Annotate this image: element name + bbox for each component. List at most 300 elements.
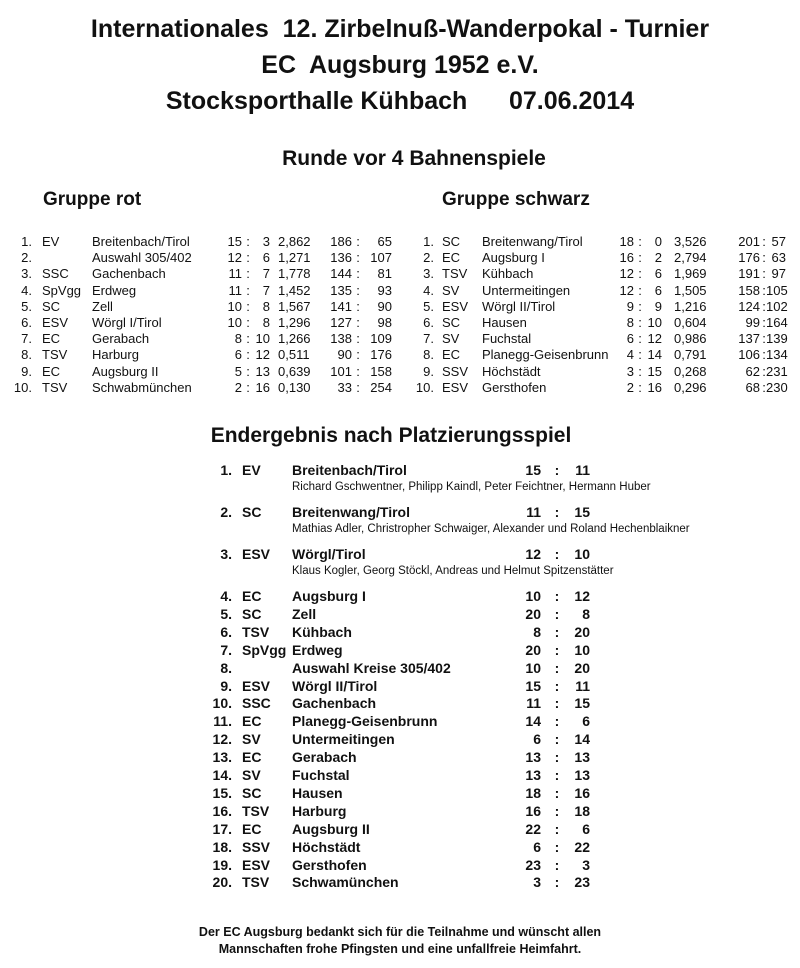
team-name: Augsburg I (292, 588, 366, 604)
score-separator: : (554, 731, 560, 748)
rank: 10. (13, 379, 32, 395)
rank: 3. (21, 266, 32, 282)
team-name: Gersthofen (292, 856, 367, 873)
club-abbrev: EV (242, 462, 261, 478)
points-lost: 6 (654, 282, 662, 298)
team-name: Gerabach (292, 749, 357, 766)
shots-for: 33 (337, 379, 352, 395)
team-players: Klaus Kogler, Georg Stöckl, Andreas und Helmut Spitzenstätter (292, 565, 614, 577)
shots-for: 138 (330, 331, 352, 347)
organizer-title: EC Augsburg 1952 e.V. (261, 51, 539, 79)
score-for: 20 (525, 641, 541, 658)
shots-for: 191 (738, 266, 760, 282)
points-lost: 15 (647, 363, 662, 379)
shots-against: 98 (377, 314, 392, 330)
final-result-row (0, 623, 800, 641)
rank: 2. (423, 250, 434, 266)
club-abbrev: SV (242, 731, 261, 748)
points-won: 12 (619, 282, 634, 298)
final-rank: 5. (220, 605, 232, 622)
score-separator: : (356, 250, 360, 266)
score-against: 15 (574, 504, 590, 520)
points-lost: 9 (654, 298, 662, 314)
points-lost: 16 (647, 379, 662, 395)
points-won: 3 (626, 363, 634, 379)
points-lost: 2 (654, 250, 662, 266)
team-name: Gerabach (92, 331, 150, 347)
club-abbrev: SpVgg (42, 282, 82, 298)
points-lost: 8 (262, 314, 270, 330)
quotient: 1,567 (278, 298, 311, 314)
score-for: 10 (525, 659, 541, 676)
quotient: 1,296 (278, 314, 311, 330)
score-separator: : (762, 331, 766, 347)
rank: 8. (423, 347, 434, 363)
club-abbrev: SC (242, 504, 262, 520)
score-separator: : (554, 820, 560, 837)
score-separator: : (762, 234, 766, 249)
venue-date-title: Stocksporthalle Kühbach 07.06.2014 (165, 87, 635, 115)
score-for: 12 (525, 546, 541, 562)
final-rank: 7. (220, 641, 232, 658)
group-black-heading: Gruppe schwarz (442, 189, 590, 210)
team-name: Harburg (292, 802, 347, 819)
points-lost: 10 (647, 314, 662, 330)
score-against: 11 (575, 462, 590, 478)
quotient: 1,271 (278, 250, 311, 266)
final-rank: 3. (220, 546, 232, 562)
club-abbrev: SV (442, 331, 460, 347)
group-red-heading: Gruppe rot (43, 189, 142, 210)
quotient: 1,969 (674, 266, 707, 282)
team-name: Harburg (92, 347, 139, 363)
shots-against: 230 (766, 379, 788, 395)
team-name: Breitenbach/Tirol (292, 462, 407, 478)
score-against: 23 (574, 874, 590, 891)
team-name: Höchstädt (482, 363, 541, 379)
final-rank: 20. (212, 874, 232, 891)
final-result-row (0, 820, 800, 838)
club-abbrev: TSV (242, 802, 270, 819)
score-separator: : (638, 331, 642, 347)
club-abbrev: SC (442, 234, 461, 249)
rank: 7. (423, 331, 434, 347)
score-separator: : (638, 282, 642, 298)
team-name: Wörgl/Tirol (292, 546, 366, 562)
shots-against: 102 (766, 298, 788, 314)
score-against: 3 (582, 856, 590, 873)
score-against: 8 (582, 605, 590, 622)
shots-against: 90 (377, 298, 392, 314)
score-separator: : (638, 234, 642, 249)
points-lost: 6 (654, 266, 662, 282)
team-name: Auswahl 305/402 (92, 250, 192, 266)
score-separator: : (554, 749, 560, 766)
shots-against: 57 (771, 234, 786, 249)
score-against: 18 (574, 802, 590, 819)
points-won: 4 (626, 347, 634, 363)
score-separator: : (356, 266, 360, 282)
club-abbrev: SC (242, 784, 262, 801)
final-result-row (0, 677, 800, 695)
score-separator: : (762, 347, 766, 363)
score-separator: : (762, 298, 766, 314)
footer-note (0, 924, 800, 958)
score-separator: : (554, 767, 560, 783)
team-players: Mathias Adler, Christropher Schwaiger, Alexander und Roland Hechenblaikner (292, 523, 690, 535)
points-lost: 13 (255, 363, 270, 379)
score-separator: : (762, 266, 766, 282)
team-name: Gachenbach (92, 266, 166, 282)
points-won: 11 (228, 266, 242, 282)
score-against: 6 (582, 713, 590, 730)
quotient: 0,604 (674, 314, 707, 330)
final-rank: 14. (212, 767, 232, 783)
score-for: 18 (525, 784, 541, 801)
score-separator: : (762, 314, 766, 330)
score-separator: : (638, 347, 642, 363)
score-against: 13 (574, 749, 590, 766)
points-lost: 8 (262, 298, 270, 314)
shots-for: 90 (337, 347, 352, 363)
team-name: Breitenwang/Tirol (292, 504, 410, 520)
team-name: Untermeitingen (292, 731, 395, 748)
final-result-row (0, 856, 800, 874)
shots-against: 63 (771, 250, 786, 266)
shots-for: 135 (330, 282, 352, 298)
shots-against: 164 (766, 314, 788, 330)
team-players: Richard Gschwentner, Philipp Kaindl, Peter Feichtner, Hermann Huber (292, 481, 651, 493)
score-separator: : (246, 298, 250, 314)
score-separator: : (638, 266, 642, 282)
shots-against: 93 (377, 282, 392, 298)
club-abbrev: ESV (242, 677, 271, 694)
score-separator: : (554, 659, 560, 676)
rank: 3. (423, 266, 434, 282)
score-separator: : (762, 379, 766, 395)
score-separator: : (246, 347, 250, 363)
club-abbrev: ESV (242, 856, 271, 873)
footer-line-2: Mannschaften frohe Pfingsten und eine unfallfreie Heimfahrt. (218, 942, 582, 956)
score-against: 10 (574, 546, 590, 562)
points-won: 10 (227, 314, 242, 330)
score-separator: : (554, 695, 560, 712)
final-result-row (0, 461, 800, 479)
tournament-title: Internationales 12. Zirbelnuß-Wanderpokal - Turnier (90, 15, 710, 43)
final-rank: 6. (220, 623, 232, 640)
team-name: Erdweg (92, 282, 137, 298)
shots-for: 137 (738, 331, 760, 347)
points-won: 16 (619, 250, 634, 266)
shots-for: 124 (738, 298, 760, 314)
score-for: 13 (525, 749, 541, 766)
score-separator: : (554, 623, 560, 640)
club-abbrev: TSV (242, 874, 270, 891)
club-abbrev: ESV (442, 298, 469, 314)
score-for: 3 (533, 874, 541, 891)
points-lost: 14 (647, 347, 662, 363)
quotient: 2,794 (674, 250, 707, 266)
points-lost: 7 (262, 282, 270, 298)
points-lost: 3 (262, 234, 270, 249)
points-lost: 6 (262, 250, 270, 266)
rank: 6. (21, 314, 32, 330)
score-separator: : (554, 546, 560, 562)
score-separator: : (554, 838, 560, 855)
score-for: 6 (533, 838, 541, 855)
score-separator: : (554, 856, 560, 873)
club-abbrev: TSV (42, 347, 68, 363)
points-won: 12 (227, 250, 242, 266)
final-rank: 19. (212, 856, 232, 873)
quotient: 1,778 (278, 266, 311, 282)
final-rank: 9. (220, 677, 232, 694)
rank: 2. (21, 250, 32, 266)
final-result-row (0, 605, 800, 623)
club-abbrev: SSC (242, 695, 271, 712)
points-lost: 10 (255, 331, 270, 347)
rank: 5. (423, 298, 434, 314)
score-separator: : (246, 379, 250, 395)
shots-against: 107 (370, 250, 392, 266)
team-name: Planegg-Geisenbrunn (292, 713, 438, 730)
club-abbrev: SC (442, 314, 461, 330)
points-won: 18 (619, 234, 634, 249)
score-against: 20 (574, 659, 590, 676)
team-name: Zell (92, 298, 113, 314)
club-abbrev: SpVgg (242, 641, 287, 658)
team-name: Augsburg I (482, 250, 545, 266)
score-separator: : (762, 250, 766, 266)
points-won: 6 (234, 347, 242, 363)
score-against: 22 (574, 838, 590, 855)
club-abbrev: TSV (242, 623, 270, 640)
points-lost: 16 (255, 379, 270, 395)
final-result-row (0, 694, 800, 712)
shots-against: 81 (377, 266, 392, 282)
score-separator: : (356, 298, 360, 314)
shots-against: 65 (377, 234, 392, 249)
score-separator: : (554, 713, 560, 730)
score-separator: : (554, 677, 560, 694)
shots-against: 254 (370, 379, 392, 395)
quotient: 3,526 (674, 234, 707, 249)
points-won: 11 (228, 282, 242, 298)
shots-against: 158 (370, 363, 392, 379)
team-name: Fuchstal (482, 331, 532, 347)
quotient: 0,986 (674, 331, 707, 347)
score-against: 6 (582, 820, 590, 837)
final-rank: 15. (212, 784, 232, 801)
points-won: 5 (234, 363, 242, 379)
score-against: 20 (574, 623, 590, 640)
team-name: Kühbach (292, 623, 352, 640)
shots-for: 136 (330, 250, 352, 266)
team-name: Erdweg (292, 641, 343, 658)
quotient: 0,791 (674, 347, 707, 363)
quotient: 1,505 (674, 282, 707, 298)
rank: 4. (423, 282, 434, 298)
quotient: 1,452 (278, 282, 311, 298)
points-won: 12 (619, 266, 634, 282)
shots-against: 109 (370, 331, 392, 347)
score-for: 23 (525, 856, 541, 873)
final-result-row (0, 730, 800, 748)
points-lost: 0 (654, 234, 662, 249)
rank: 9. (423, 363, 434, 379)
shots-against: 231 (766, 363, 788, 379)
score-against: 15 (574, 695, 590, 712)
score-separator: : (554, 874, 560, 891)
final-rank: 1. (220, 462, 232, 478)
score-separator: : (356, 282, 360, 298)
points-won: 9 (626, 298, 634, 314)
club-abbrev: SSV (242, 838, 271, 855)
score-for: 11 (526, 504, 541, 520)
final-rank: 12. (212, 731, 232, 748)
shots-for: 68 (745, 379, 760, 395)
score-separator: : (554, 462, 560, 478)
score-separator: : (246, 234, 250, 249)
rank: 1. (21, 234, 32, 249)
final-rank: 8. (220, 659, 232, 676)
score-separator: : (638, 298, 642, 314)
score-separator: : (554, 784, 560, 801)
shots-against: 97 (771, 266, 786, 282)
club-abbrev: TSV (42, 379, 68, 395)
team-name: Planegg-Geisenbrunn (482, 347, 609, 363)
shots-against: 176 (370, 347, 392, 363)
shots-for: 106 (738, 347, 760, 363)
club-abbrev: EC (42, 331, 61, 347)
club-abbrev: EC (242, 713, 262, 730)
score-separator: : (554, 588, 560, 604)
score-separator: : (554, 641, 560, 658)
club-abbrev: EC (242, 588, 262, 604)
team-name: Augsburg II (92, 363, 159, 379)
team-name: Augsburg II (292, 820, 370, 837)
team-name: Gachenbach (292, 695, 377, 712)
points-won: 15 (227, 234, 242, 249)
score-separator: : (356, 314, 360, 330)
score-separator: : (356, 363, 360, 379)
final-result-row (0, 545, 800, 563)
final-rank: 16. (212, 802, 232, 819)
points-won: 10 (227, 298, 242, 314)
score-separator: : (638, 250, 642, 266)
quotient: 0,511 (278, 347, 310, 363)
club-abbrev: EC (442, 250, 461, 266)
score-against: 12 (574, 588, 590, 604)
shots-for: 62 (745, 363, 760, 379)
final-result-row (0, 587, 800, 605)
team-name: Wörgl II/Tirol (292, 677, 378, 694)
final-rank: 4. (220, 588, 232, 604)
club-abbrev: EC (442, 347, 461, 363)
score-separator: : (246, 282, 250, 298)
points-lost: 12 (647, 331, 662, 347)
score-against: 10 (574, 641, 590, 658)
points-lost: 7 (262, 266, 270, 282)
club-abbrev: EC (42, 363, 61, 379)
team-name: Untermeitingen (482, 282, 571, 298)
team-name: Höchstädt (292, 838, 361, 855)
final-result-row (0, 873, 800, 891)
score-for: 15 (525, 462, 541, 478)
team-name: Hausen (292, 784, 343, 801)
score-for: 15 (525, 677, 541, 694)
final-rank: 10. (212, 695, 232, 712)
rank: 4. (21, 282, 32, 298)
points-won: 6 (626, 331, 634, 347)
quotient: 0,130 (278, 379, 311, 395)
team-name: Zell (292, 605, 317, 622)
shots-against: 134 (766, 347, 788, 363)
score-separator: : (554, 802, 560, 819)
score-separator: : (638, 363, 642, 379)
shots-for: 99 (745, 314, 760, 330)
points-won: 2 (626, 379, 634, 395)
team-name: Wörgl II/Tirol (482, 298, 556, 314)
team-name: Schwabmünchen (92, 379, 192, 395)
score-separator: : (554, 504, 560, 520)
team-name: Breitenwang/Tirol (482, 234, 583, 249)
rank: 8. (21, 347, 32, 363)
club-abbrev: SSC (42, 266, 69, 282)
score-for: 16 (525, 802, 541, 819)
score-separator: : (246, 250, 250, 266)
score-separator: : (638, 379, 642, 395)
points-won: 2 (234, 379, 242, 395)
club-abbrev: ESV (242, 546, 271, 562)
points-won: 8 (626, 314, 634, 330)
score-against: 16 (574, 784, 590, 801)
club-abbrev: ESV (442, 379, 469, 395)
final-rank: 18. (212, 838, 232, 855)
score-for: 6 (533, 731, 541, 748)
rank: 6. (423, 314, 434, 330)
score-separator: : (356, 234, 360, 249)
score-for: 11 (526, 695, 541, 712)
final-rank: 13. (212, 749, 232, 766)
points-lost: 12 (255, 347, 270, 363)
rank: 1. (423, 234, 434, 249)
final-result-row (0, 802, 800, 820)
final-result-row (0, 838, 800, 856)
quotient: 0,639 (278, 363, 311, 379)
final-result-row (0, 503, 800, 521)
club-abbrev: EC (242, 820, 262, 837)
final-results-heading: Endergebnis nach Platzierungsspiel (210, 424, 572, 447)
team-name: Auswahl Kreise 305/402 (292, 659, 451, 676)
final-result-row (0, 748, 800, 766)
score-separator: : (246, 363, 250, 379)
shots-for: 186 (330, 234, 352, 249)
score-for: 10 (525, 588, 541, 604)
final-result-row (0, 784, 800, 802)
score-separator: : (554, 605, 560, 622)
shots-against: 139 (766, 331, 788, 347)
score-for: 20 (525, 605, 541, 622)
score-against: 11 (575, 677, 590, 694)
team-name: Fuchstal (292, 767, 350, 783)
team-name: Wörgl I/Tirol (92, 314, 162, 330)
score-separator: : (356, 379, 360, 395)
rank: 9. (21, 363, 32, 379)
club-abbrev: SC (42, 298, 61, 314)
shots-for: 176 (738, 250, 760, 266)
score-separator: : (246, 331, 250, 347)
